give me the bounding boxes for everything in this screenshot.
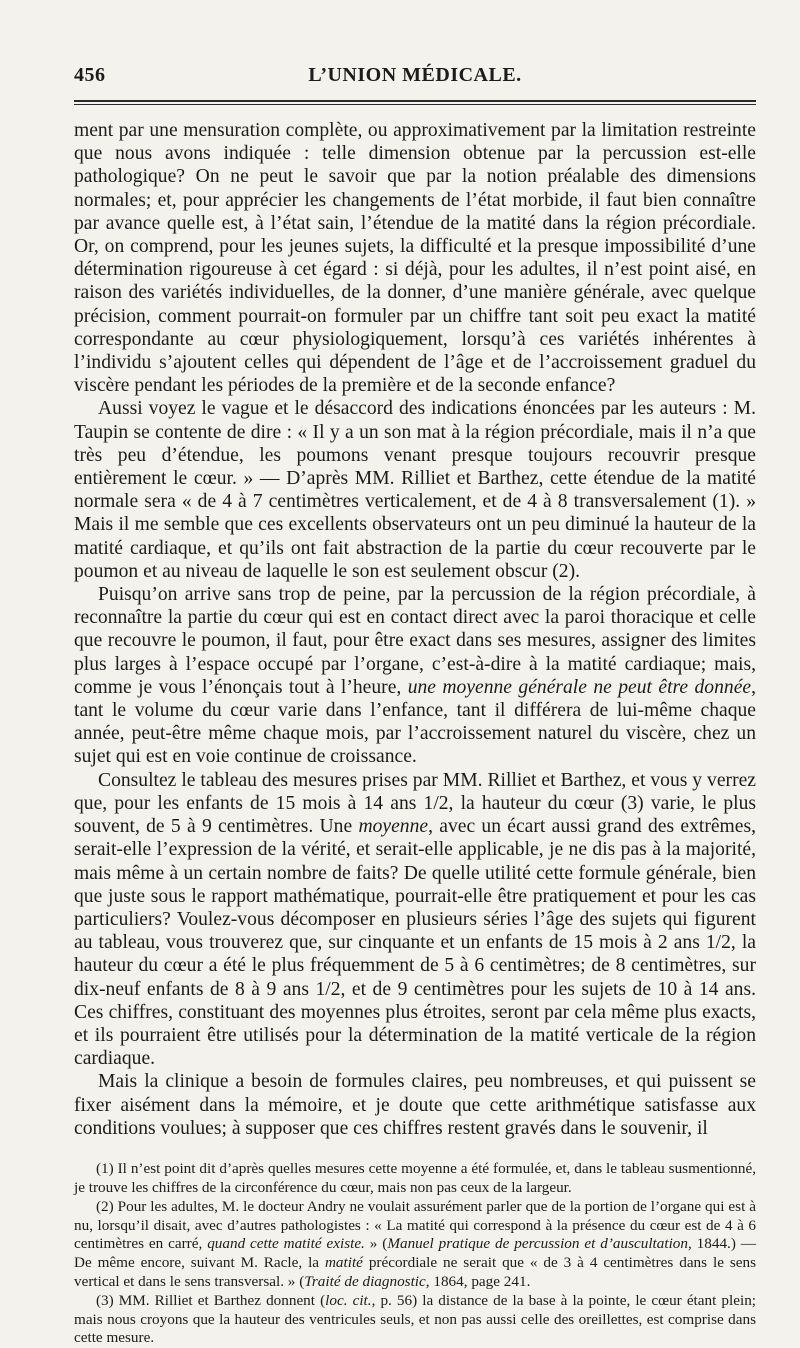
paragraph-4-text-a: Consultez le tableau des mesures prises par MM. Rilliet et Barthez, et vous y verrez que, pour les enfants de 15 mois à 14 ans 1/2, la hauteur du cœur (3) varie, le plus souvent, de 5 à 9 centimètres. Une [74, 769, 756, 838]
body-text [74, 119, 756, 1140]
footnote-2-italic-1: quand cette matité existe. [207, 1235, 365, 1253]
footnote-2-italic-4: Traité de diagnostic [304, 1272, 426, 1290]
header-rule [74, 100, 756, 105]
paragraph-3-text-a: Puisqu’on arrive sans trop de peine, par la percussion de la région précordiale, à reconnaître la partie du cœur qui est en contact direct avec la paroi thoracique et celle que recouvre le poumon, il faut, pour être exact dans ses mesures, assigner des limites plus larges à l’espace occupé par l’organe, c’est-à-dire à la matité cardiaque; mais, comme je vous l’énonçais tout à l’heure, [74, 584, 756, 698]
footnote-2-italic-3: matité [324, 1253, 363, 1271]
footnote-3-text-b: , p. 56) la distance de la base à la pointe, le cœur étant plein; mais nous croyons que la hauteur des ventricules seuls, et non pas aussi celle des oreillettes, est comprise dans cette mesure. [74, 1292, 757, 1347]
footnote-3 [74, 1292, 756, 1348]
page-header [74, 60, 756, 90]
running-title: L’UNION MÉDICALE. [308, 64, 522, 86]
paragraph-5: Mais la clinique a besoin de formules claires, peu nombreuses, et qui puissent se fixer aisément dans la mémoire, et je doute que cette arithmétique satisfasse aux conditions voulues; à supposer que ces chiffres restent gravés dans le souvenir, il [74, 1071, 756, 1139]
footnote-2-italic-2: Manuel pratique de percussion et d’auscultation [387, 1235, 688, 1253]
footnote-3-text-a: (3) MM. Rilliet et Barthez donnent ( [96, 1292, 326, 1310]
footnote-2-text-b: » ( [364, 1235, 388, 1253]
footnote-1: (1) Il n’est point dit d’après quelles mesures cette moyenne a été formulée, et, dans le tableau susmentionné, je trouve les chiffres de la circonférence du cœur, mais non pas ceux de la largeur. [74, 1159, 756, 1196]
paragraph-2: Aussi voyez le vague et le désaccord des indications énoncées par les auteurs : M. Taupin se contente de dire : « Il y a un son mat à la région précordiale, mais il n’a que très peu d’étendue, les poumons venant presque toujours recouvrir presque entièrement le cœur. » — D’après MM. Rilliet et Barthez, cette étendue de la matité normale sera « de 4 à 7 centimètres verticalement, et de 4 à 8 transversalement (1). » Mais il me semble que ces excellents observateurs ont un peu diminué la hauteur de la matité cardiaque, et qu’ils ont fait abstraction de la partie du cœur recouverte par le poumon et au niveau de laquelle le son est seulement obscur (2). [74, 398, 756, 582]
paragraph-3 [74, 583, 756, 769]
paragraph-4-italic: moyenne [358, 816, 429, 838]
footnotes [74, 1160, 756, 1348]
footnote-2-text-e: , 1864, page 241. [425, 1272, 531, 1290]
footnote-2-text-a: (2) Pour les adultes, M. le docteur Andry ne voulait assurément parler que de la portion de l’organe qui est à nu, lorsqu’il disait, avec d’autres pathologistes : « La matité qui correspond à la présence du cœur est de 4 à 6 centimètres en carré, [74, 1198, 756, 1253]
footnote-2 [74, 1198, 756, 1291]
footnote-2-text-d: précordiale ne serait que « de 3 à 4 centimètres dans le sens vertical et dans le sens transversal. » ( [74, 1253, 756, 1290]
paragraph-4-text-b: , avec un écart aussi grand des extrêmes, serait-elle l’expression de la vérité, et serait-elle applicable, je ne dis pas à la majorité, mais même à un certain nombre de faits? De quelle utilité cette formule générale, bien que juste sous le rapport mathématique, pourrait-elle être pratiquement et pour les cas particuliers? Voulez-vous décomposer en plusieurs séries l’âge des sujets qui figurent au tableau, vous trouverez que, sur cinquante et un enfants de 15 mois à 2 ans 1/2, la hauteur du cœur a été le plus fréquemment de 5 à 6 centimètres; de 8 centimètres, sur dix-neuf enfants de 8 à 9 ans 1/2, et de 9 centimètres pour les sujets de 10 à 14 ans. Ces chiffres, constituant des moyennes plus étroites, seront par cela même plus exacts, et ils pourraient être utilisés pour la détermination de la matité verticale de la région cardiaque. [74, 816, 756, 1070]
page-number: 456 [74, 64, 106, 86]
paragraph-1: ment par une mensuration complète, ou approximativement par la limitation restreinte que nous avons indiquée : telle dimension obtenue par la percussion est-elle pathologique? On ne peut le savoir que par la notion préalable des dimensions normales; et, pour apprécier les changements de l’état morbide, il faut bien connaître par avance quelle est, à l’état sain, l’étendue de la matité dans la région précordiale. Or, on comprend, pour les jeunes sujets, la difficulté et la presque impossibilité d’une détermination rigoureuse à cet égard : si déjà, pour les adultes, il n’est point aisé, en raison des variétés individuelles, de la donner, d’une manière générale, avec quelque précision, comment pourrait-on formuler par un chiffre tant soit peu exact la matité correspondante au cœur physiologiquement, lorsqu’à ces variétés inhérentes à l’individu s’ajoutent celles qui dépendent de l’âge et de l’accroissement graduel du viscère pendant les périodes de la première et de la seconde enfance? [74, 120, 756, 397]
paragraph-4 [74, 769, 756, 1071]
paragraph-3-text-b: , tant le volume du cœur varie dans l’enfance, tant il différera de lui-même chaque année, peut-être même chaque mois, par l’accroissement naturel du viscère, chez un sujet qui est en voie continue de croissance. [74, 676, 756, 768]
footnote-2-text-c: , 1844.) — De même encore, suivant M. Racle, la [74, 1235, 757, 1271]
footnote-3-italic: loc. cit. [325, 1292, 372, 1310]
paragraph-3-italic: une moyenne générale ne peut être donnée [407, 676, 752, 698]
